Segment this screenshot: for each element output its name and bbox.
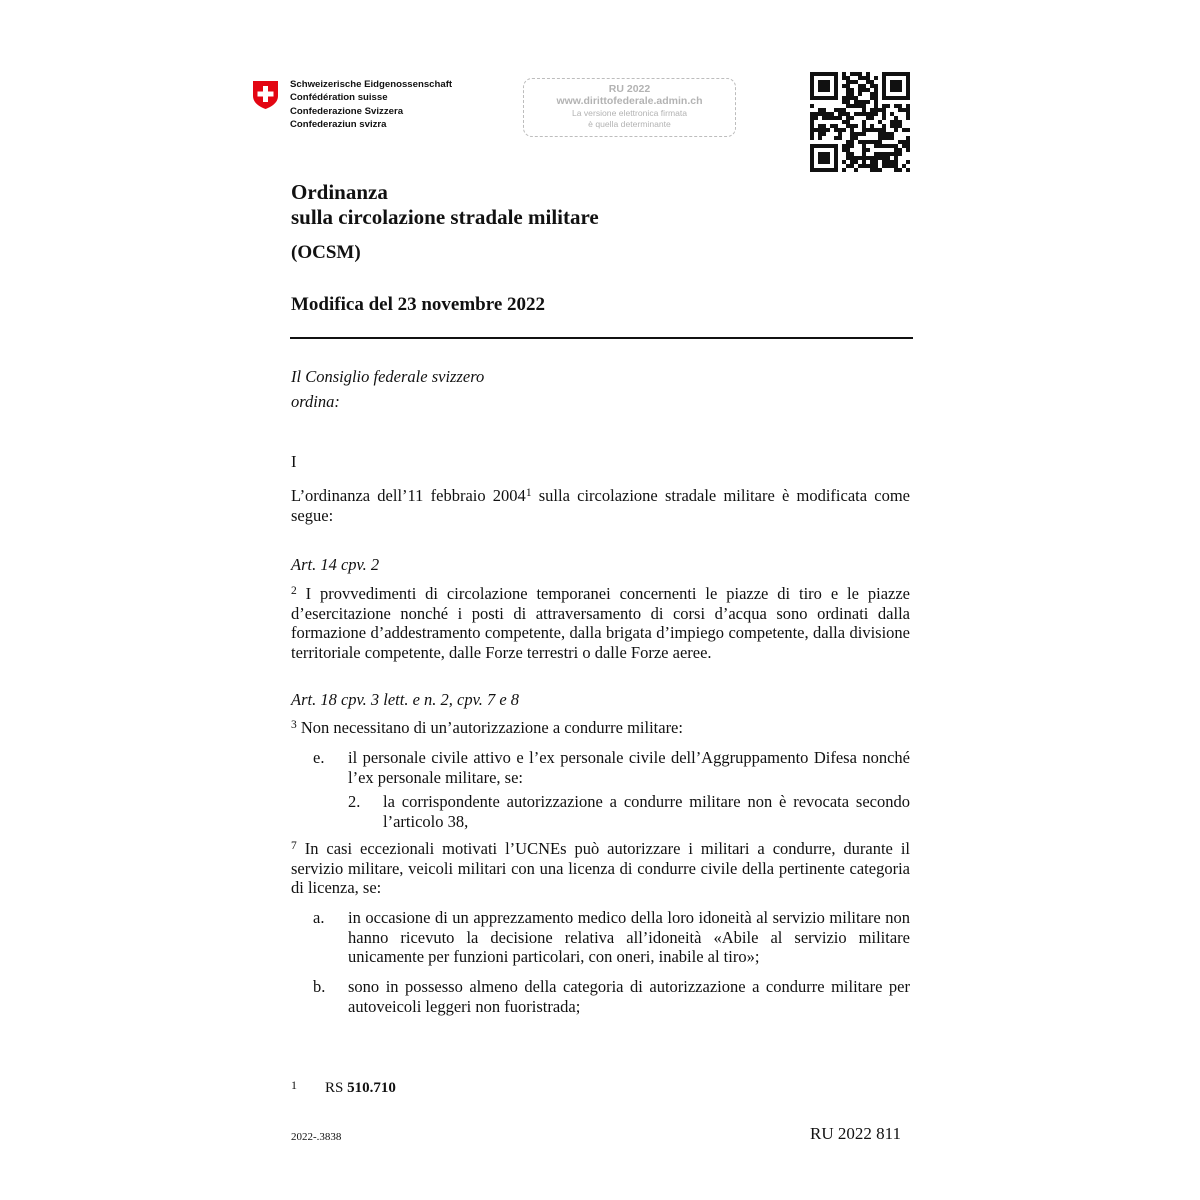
preamble-line-1: Il Consiglio federale svizzero bbox=[291, 367, 485, 386]
title-line-1: Ordinanza bbox=[291, 180, 388, 204]
preamble bbox=[291, 367, 910, 411]
list-marker: b. bbox=[313, 977, 326, 996]
list-item-text: in occasione di un apprezzamento medico della loro idoneità al servizio militare non hanno ricevuto la decisione relativa all’idoneità «Abile al servizio militare unicamente per funzioni particolari, con oneri, inabile al tiro»; bbox=[348, 908, 910, 966]
article-18-heading: Art. 18 cpv. 3 lett. e n. 2, cpv. 7 e 8 bbox=[291, 690, 520, 709]
footnote-text bbox=[325, 1080, 396, 1097]
footnote-number: 1 bbox=[291, 1078, 297, 1092]
paragraph-text: Non necessitano di un’autorizzazione a condurre militare: bbox=[296, 718, 683, 737]
paragraph-number: 3 bbox=[291, 719, 297, 731]
list-item-text: il personale civile attivo e l’ex personale civile dell’Aggruppamento Difesa nonché l’ex personale militare, se: bbox=[348, 748, 910, 787]
confederation-line-rm: Confederaziun svizra bbox=[290, 119, 387, 131]
qr-code-icon bbox=[810, 72, 910, 172]
confederation-line-de: Schweizerische Eidgenossenschaft bbox=[290, 79, 453, 90]
intro-text-before: L’ordinanza dell’11 febbraio 2004 bbox=[291, 486, 526, 505]
article-18-paragraph-7 bbox=[291, 839, 910, 898]
paragraph-text: In casi eccezionali motivati l’UCNEs può autorizzare i militari a condurre, durante il servizio militare, veicoli militari con una licenza di condurre civile della pertinente categoria di licenza, se: bbox=[291, 839, 910, 897]
list-marker: a. bbox=[313, 908, 325, 927]
stamp-note-2: è quella determinante bbox=[588, 119, 671, 129]
section-number: I bbox=[291, 452, 297, 471]
preamble-line-2: ordina: bbox=[291, 391, 340, 411]
title-abbreviation: (OCSM) bbox=[291, 242, 361, 263]
title-line-2: sulla circolazione stradale militare bbox=[291, 205, 599, 229]
ru-page-number: RU 2022 811 bbox=[810, 1124, 901, 1143]
document-title bbox=[291, 180, 599, 265]
list-marker: 2. bbox=[348, 792, 361, 811]
paragraph-text: I provvedimenti di circolazione temporanei concernenti le piazze di tiro e le piazze d’esercitazione nonché i posti di attraversamento di corsi d’acqua sono ordinati dalla formazione d’addestramento competente, dalla brigata d’impiego competente, dalla divisione territoriale competente, dalle Forze terrestri o dalle Forze aeree. bbox=[291, 584, 910, 662]
swiss-cross-icon bbox=[252, 80, 279, 110]
title-divider bbox=[290, 337, 913, 339]
list-item-text: la corrispondente autorizzazione a condurre militare non è revocata secondo l’articolo 38, bbox=[383, 792, 910, 831]
footnote-reference[interactable]: 510.710 bbox=[347, 1080, 396, 1096]
intro-text-after: sulla circolazione stradale militare è modificata come segue: bbox=[291, 486, 910, 525]
list-marker: e. bbox=[313, 748, 325, 767]
electronic-version-stamp bbox=[523, 78, 736, 137]
article-14-heading: Art. 14 cpv. 2 bbox=[291, 555, 380, 574]
stamp-note-1: La versione elettronica firmata bbox=[571, 108, 688, 118]
footnote-prefix: RS bbox=[325, 1080, 348, 1096]
confederation-name bbox=[290, 78, 452, 132]
confederation-line-it: Confederazione Svizzera bbox=[290, 105, 404, 117]
article-18-paragraph-3 bbox=[291, 718, 910, 738]
amendment-date: Modifica del 23 novembre 2022 bbox=[291, 294, 546, 315]
document-id: 2022-.3838 bbox=[291, 1131, 342, 1143]
paragraph-number: 2 bbox=[291, 585, 297, 597]
stamp-url: www.dirittofederale.admin.ch bbox=[556, 95, 703, 107]
paragraph-number: 7 bbox=[291, 840, 297, 852]
confederation-line-fr: Confédération suisse bbox=[290, 92, 388, 104]
stamp-ru: RU 2022 bbox=[608, 83, 651, 95]
intro-paragraph bbox=[291, 486, 910, 525]
article-14-paragraph-2 bbox=[291, 584, 910, 662]
footnote-ref-1[interactable]: 1 bbox=[525, 487, 532, 499]
list-item-text: sono in possesso almeno della categoria di autorizzazione a condurre militare per autoveicoli leggeri non fuoristrada; bbox=[348, 977, 910, 1016]
